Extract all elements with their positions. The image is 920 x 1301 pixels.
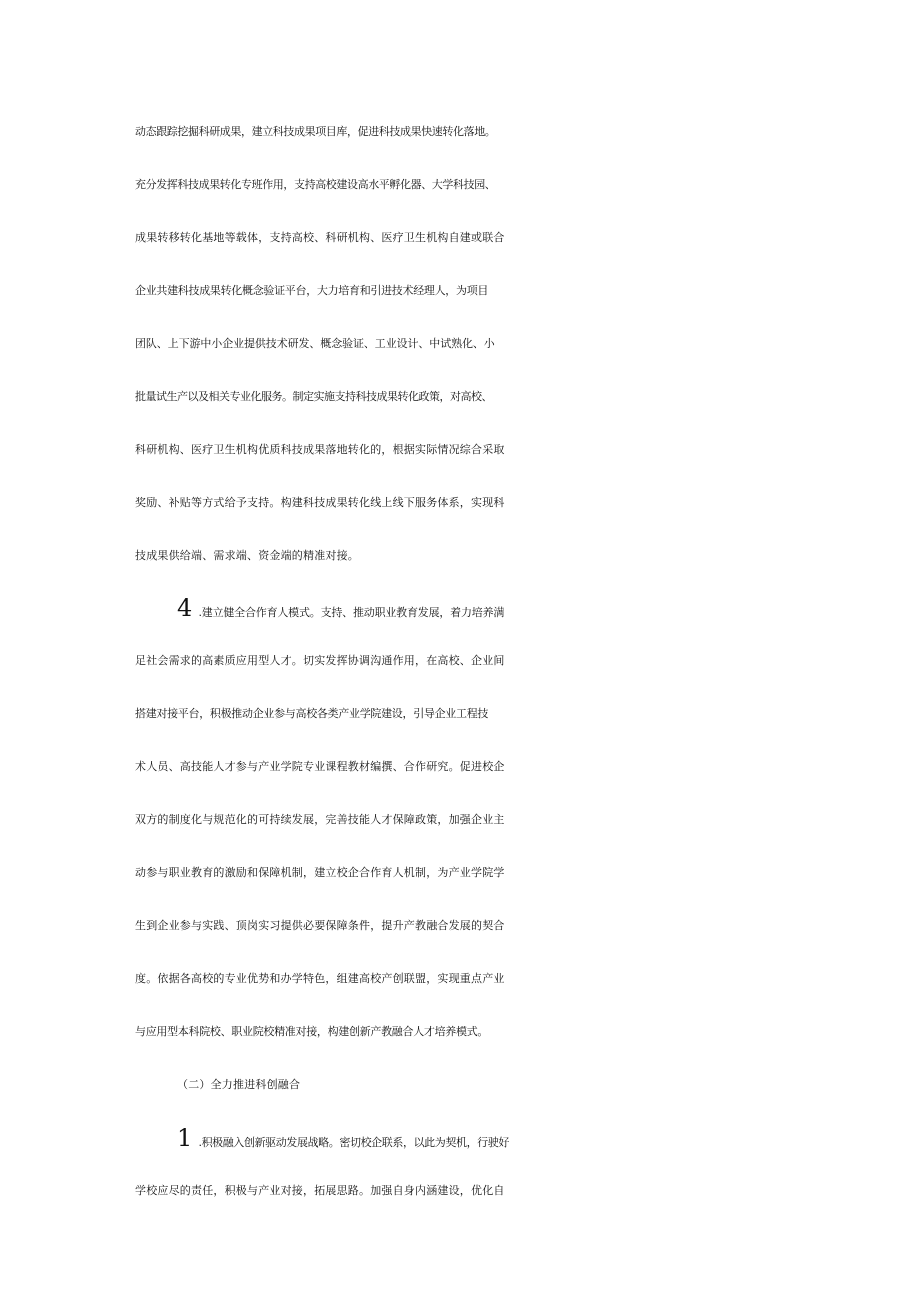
- text-line: 度。依据各高校的专业优势和办学特色，组建高校产创联盟，实现重点产业: [135, 972, 505, 985]
- text-line: 动参与职业教育的激励和保障机制，建立校企合作育人机制，为产业学院学: [135, 866, 505, 879]
- text-line: 搭建对接平台，积极推动企业参与高校各类产业学院建设，引导企业工程技: [135, 707, 489, 720]
- text-line: [177, 1123, 920, 1158]
- text-line: 足社会需求的高素质应用型人才。切实发挥协调沟通作用，在高校、企业间: [135, 654, 505, 667]
- text-line: 充分发挥科技成果转化专班作用，支持高校建设高水平孵化器、大学科技园、: [135, 178, 496, 191]
- text-line: 科研机构、医疗卫生机构优质科技成果落地转化的，根据实际情况综合采取: [135, 443, 505, 456]
- text-line: 动态跟踪挖掘科研成果，建立科技成果项目库，促进科技成果快速转化落地。: [135, 125, 496, 138]
- text-line: 技成果供给端、需求端、资金端的精准对接。: [135, 549, 359, 562]
- text-line: 学校应尽的责任，积极与产业对接，拓展思路。加强自身内涵建设，优化自: [135, 1184, 505, 1197]
- item-text: .建立健全合作育人模式。支持、推动职业教育发展，着力培养满: [198, 606, 505, 619]
- section-heading: （二）全力推进科创融合: [177, 1078, 301, 1091]
- text-line: 批量试生产以及相关专业化服务。制定实施支持科技成果转化政策，对高校、: [135, 390, 492, 403]
- item-number: 1: [177, 1124, 193, 1152]
- text-line: 奖励、补贴等方式给予支持。构建科技成果转化线上线下服务体系，实现科: [135, 496, 505, 509]
- item-number: 4: [177, 594, 193, 622]
- text-line: 生到企业参与实践、顶岗实习提供必要保障条件，提升产教融合发展的契合: [135, 919, 505, 932]
- text-line: 团队、上下游中小企业提供技术研发、概念验证、工业设计、中试熟化、小: [135, 337, 495, 350]
- item-text: .积极融入创新驱动发展战略。密切校企联系，以此为契机，行驶好: [198, 1136, 509, 1149]
- text-line: 双方的制度化与规范化的可持续发展，完善技能人才保障政策，加强企业主: [135, 813, 505, 826]
- text-line: 企业共建科技成果转化概念验证平台，大力培育和引进技术经理人，为项目: [135, 284, 489, 297]
- text-line: 成果转移转化基地等载体，支持高校、科研机构、医疗卫生机构自建或联合: [135, 231, 505, 244]
- text-line: [177, 593, 920, 628]
- text-line: 术人员、高技能人才参与产业学院专业课程教材编撰、合作研究。促进校企: [135, 760, 505, 773]
- text-line: 与应用型本科院校、职业院校精准对接，构建创新产教融合人才培养模式。: [135, 1025, 489, 1038]
